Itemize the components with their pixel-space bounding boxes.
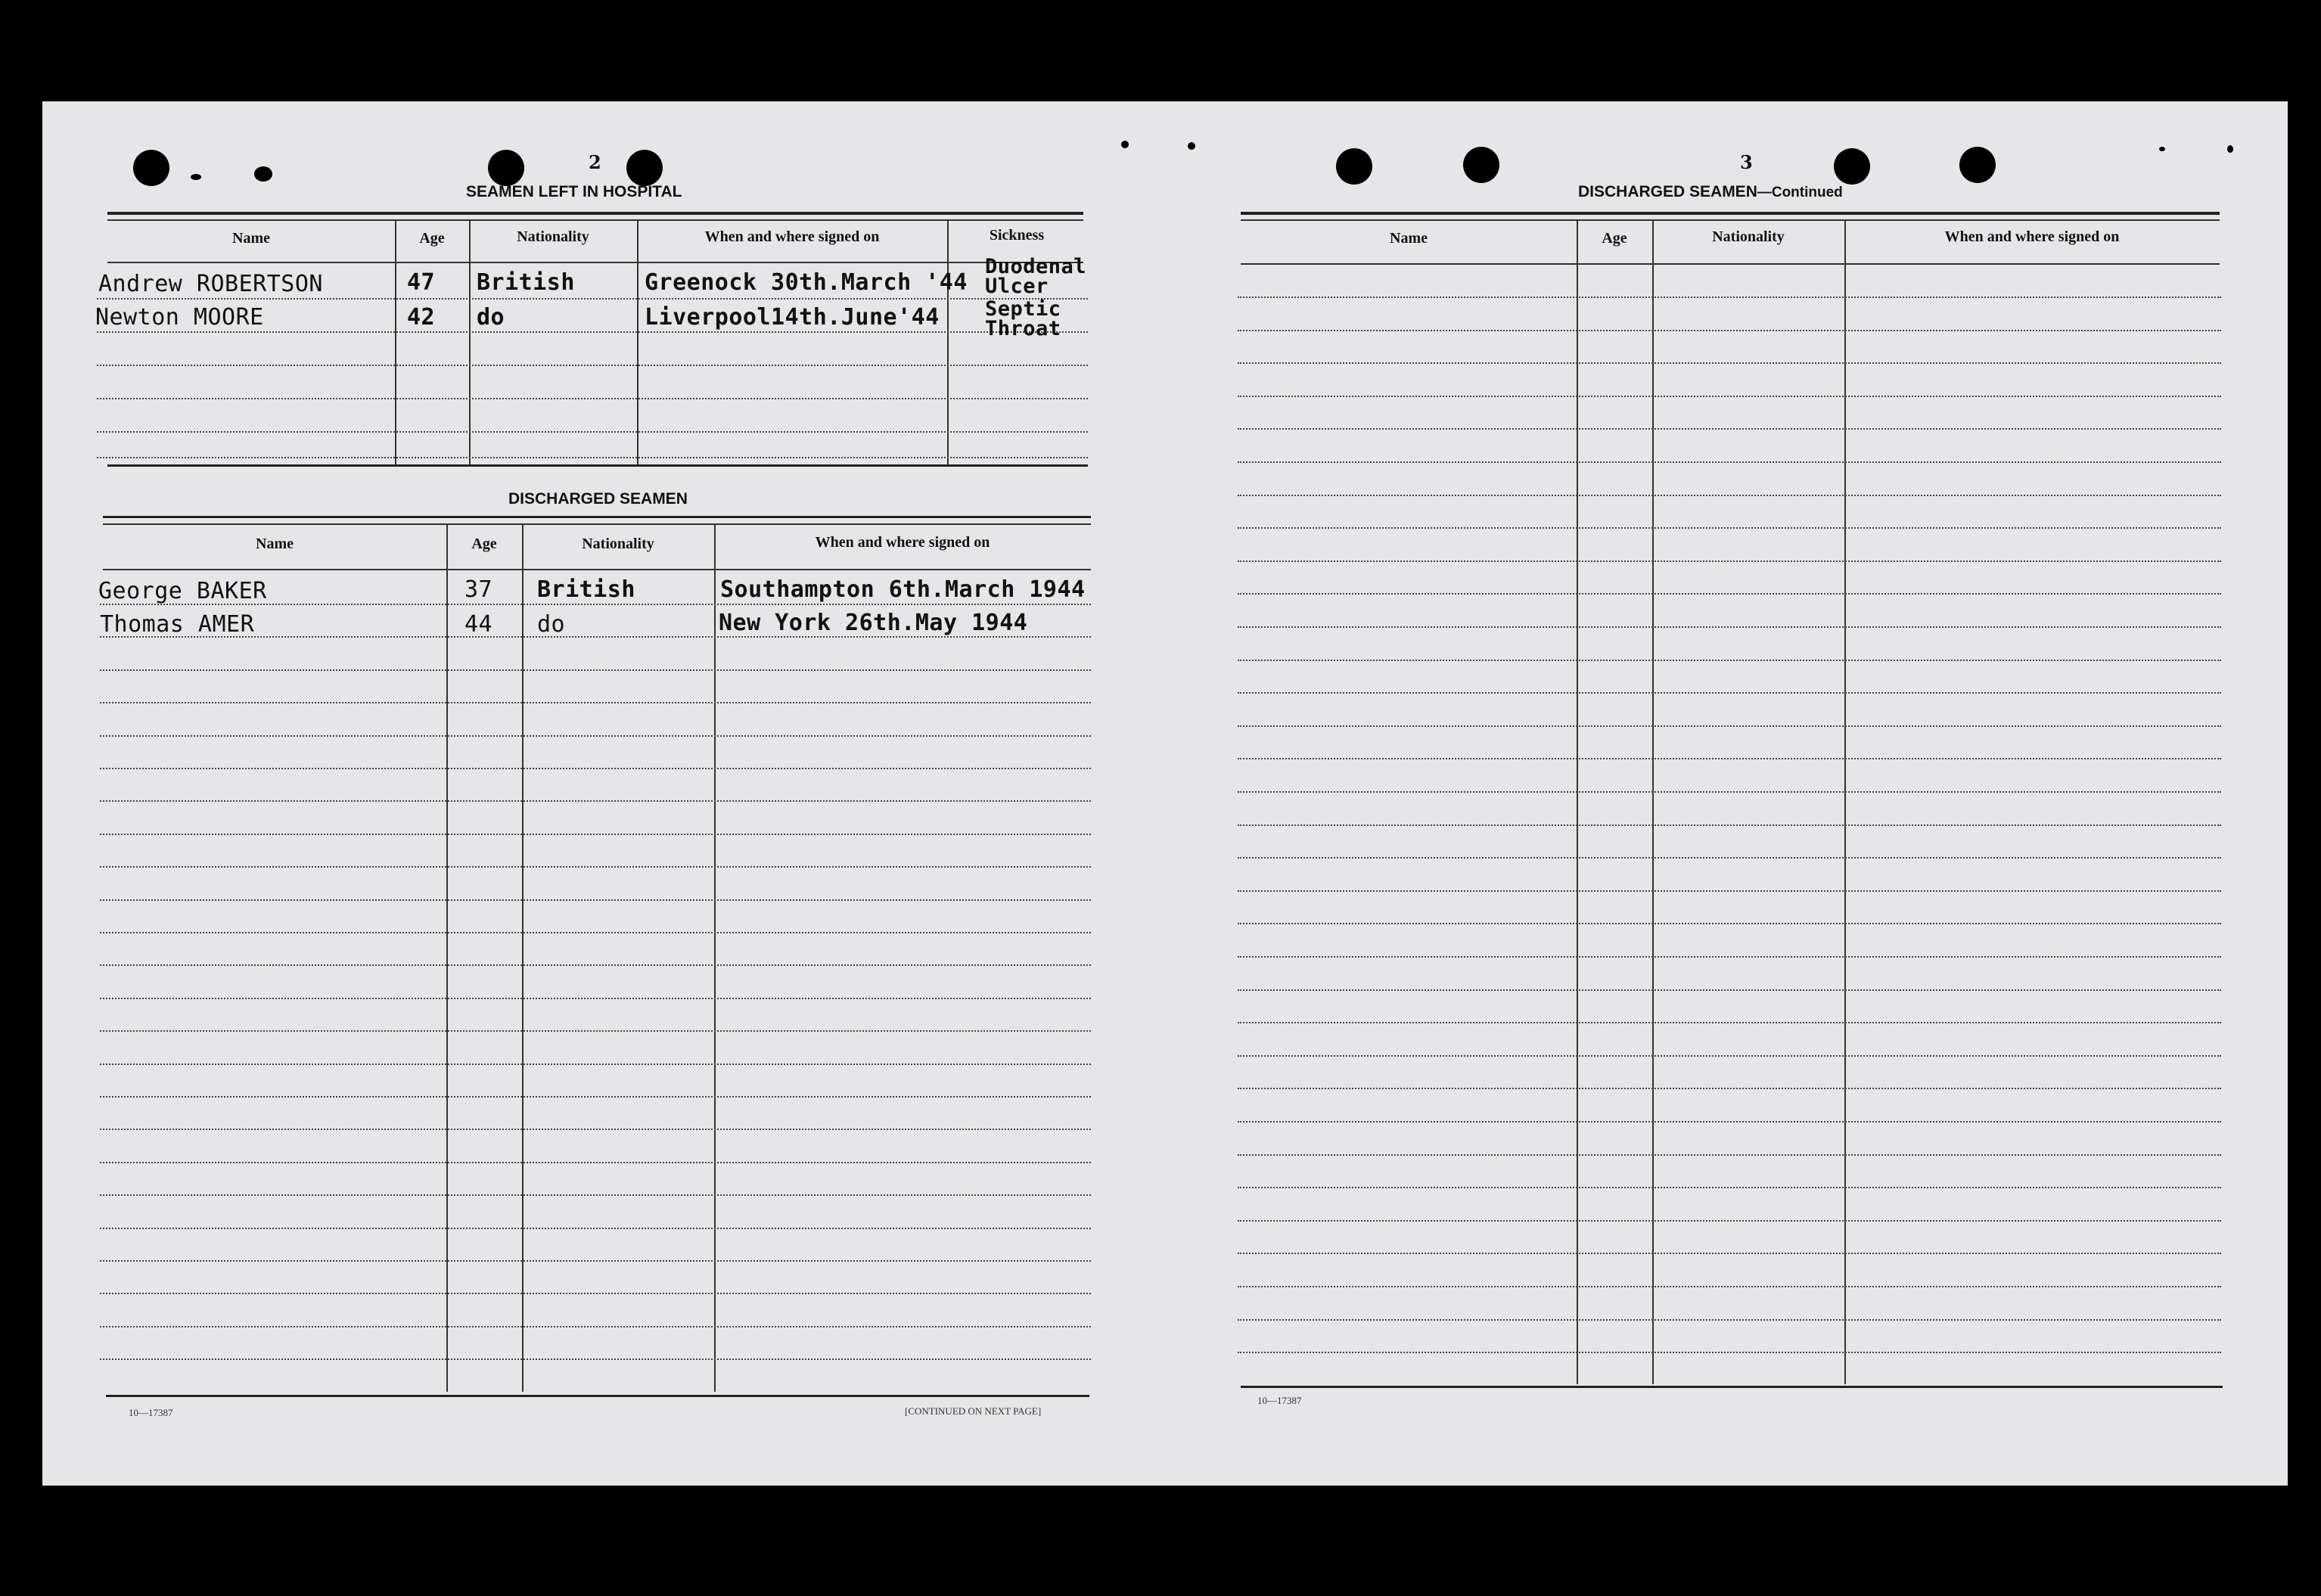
- ruled-line: [1238, 1319, 2221, 1321]
- ruled-line: [100, 1228, 1091, 1229]
- ruled-line: [1238, 1253, 2221, 1254]
- ruled-line: [1238, 1352, 2221, 1353]
- hospital-section-title: SEAMEN LEFT IN HOSPITAL: [466, 183, 682, 200]
- column-divider: [469, 219, 471, 466]
- table-row-age: 37: [465, 576, 493, 603]
- ruled-line: [97, 365, 1088, 366]
- ruled-line: [1238, 923, 2221, 924]
- ruled-line: [1238, 791, 2221, 793]
- ruled-line: [100, 669, 1091, 671]
- table-row-name: George BAKER: [98, 578, 267, 604]
- table-top-rule: [103, 516, 1091, 518]
- page-number: 3: [1740, 151, 1753, 173]
- binder-hole: [1959, 147, 1996, 183]
- ruled-line: [1238, 660, 2221, 661]
- ruled-line: [97, 431, 1088, 433]
- form-number: 10—17387: [1257, 1395, 1302, 1406]
- ruled-line: [1238, 362, 2221, 364]
- ink-speck: [1188, 142, 1195, 150]
- table-row-age: 47: [407, 269, 436, 296]
- continued-note: [CONTINUED ON NEXT PAGE]: [905, 1405, 1042, 1417]
- ruled-line: [1238, 1220, 2221, 1222]
- ruled-line: [100, 932, 1091, 933]
- discharged-continued-title: [1578, 183, 1843, 201]
- ruled-line: [1238, 428, 2221, 430]
- ruled-line: [1238, 824, 2221, 826]
- ruled-line: [1238, 297, 2221, 298]
- table-top-rule: [103, 523, 1091, 525]
- ink-speck: [2227, 145, 2233, 153]
- ink-speck: [191, 174, 201, 180]
- ruled-line: [1238, 989, 2221, 991]
- header-bottom-rule: [103, 569, 1091, 570]
- table-row-sickness: Septic Throat: [985, 297, 1061, 340]
- ruled-line: [1238, 461, 2221, 463]
- document-paper: [42, 101, 2288, 1486]
- table-top-rule: [1241, 219, 2220, 221]
- ruled-line: [1238, 758, 2221, 759]
- ruled-line: [1238, 1121, 2221, 1122]
- ruled-line: [100, 800, 1091, 802]
- ruled-line: [1238, 956, 2221, 958]
- table-row-age: 44: [465, 611, 493, 638]
- ruled-line: [100, 702, 1091, 703]
- ruled-line: [100, 866, 1091, 868]
- table-row-age: 42: [407, 304, 436, 331]
- ruled-line: [1238, 495, 2221, 496]
- col-header-name: Name: [1390, 230, 1428, 247]
- ruled-line: [97, 398, 1088, 399]
- page-number: 2: [589, 151, 601, 173]
- ruled-line: [100, 998, 1091, 999]
- ruled-line: [1238, 890, 2221, 892]
- ruled-line: [100, 1063, 1091, 1065]
- discharged-section-title: DISCHARGED SEAMEN: [508, 490, 688, 508]
- column-divider: [947, 219, 949, 466]
- ruled-line: [1238, 1286, 2221, 1287]
- col-header-age: Age: [471, 536, 497, 552]
- title-suffix: —Continued: [1757, 185, 1843, 200]
- col-header-nationality: Nationality: [1712, 228, 1785, 245]
- table-row-name: Thomas AMER: [100, 611, 255, 638]
- table-row-name: Newton MOORE: [95, 304, 264, 331]
- ink-speck: [254, 166, 272, 182]
- col-header-nationality: Nationality: [582, 536, 654, 552]
- ruled-line: [100, 1162, 1091, 1163]
- column-divider: [637, 219, 639, 466]
- ruled-line: [100, 1260, 1091, 1262]
- column-divider: [395, 219, 396, 466]
- ruled-line: [1238, 692, 2221, 694]
- header-bottom-rule: [1241, 263, 2220, 265]
- ruled-line: [1238, 560, 2221, 562]
- ruled-line: [97, 331, 1088, 333]
- ruled-line: [1238, 396, 2221, 397]
- column-divider: [1577, 219, 1578, 1384]
- binder-hole: [626, 150, 663, 186]
- ruled-line: [97, 457, 1088, 458]
- col-header-signed-on: When and where signed on: [704, 228, 880, 245]
- ruled-line: [1238, 1055, 2221, 1057]
- ruled-line: [1238, 1154, 2221, 1156]
- ruled-line: [100, 1358, 1091, 1360]
- col-header-signed-on: When and where signed on: [815, 534, 990, 551]
- ruled-line: [100, 834, 1091, 835]
- binder-hole: [1463, 147, 1499, 183]
- header-bottom-rule: [107, 262, 1083, 263]
- table-row-signed-on: Greenock 30th.March '44: [645, 269, 968, 296]
- ruled-line: [100, 1129, 1091, 1130]
- table-row-nationality: do: [537, 611, 566, 638]
- table-row-signed-on: New York 26th.May 1944: [719, 610, 1028, 636]
- ruled-line: [1238, 593, 2221, 595]
- table-row-sickness: Duodenal Ulcer: [985, 255, 1087, 298]
- ruled-line: [1238, 1022, 2221, 1023]
- col-header-name: Name: [256, 536, 294, 552]
- ruled-line: [100, 964, 1091, 966]
- column-divider: [1844, 219, 1846, 1384]
- ruled-line: [100, 1030, 1091, 1032]
- table-row-nationality: British: [477, 269, 575, 296]
- ruled-line: [97, 298, 1088, 300]
- ruled-line: [1238, 857, 2221, 859]
- ruled-line: [100, 1326, 1091, 1327]
- table-row-nationality: do: [477, 304, 505, 331]
- table-row-nationality: British: [537, 576, 635, 603]
- binder-hole: [1336, 148, 1372, 185]
- ink-speck: [2159, 147, 2165, 151]
- table-bottom-rule: [1241, 1386, 2223, 1388]
- table-bottom-rule: [106, 1395, 1089, 1397]
- table-top-rule: [107, 212, 1083, 215]
- ruled-line: [100, 1194, 1091, 1196]
- ruled-line: [1238, 527, 2221, 529]
- ruled-line: [1238, 330, 2221, 331]
- ruled-line: [100, 1096, 1091, 1098]
- ruled-line: [1238, 1187, 2221, 1188]
- table-top-rule: [1241, 212, 2220, 215]
- binder-hole: [488, 150, 524, 186]
- column-divider: [1652, 219, 1654, 1384]
- table-top-rule: [107, 219, 1083, 221]
- table-bottom-rule: [107, 464, 1088, 467]
- ruled-line: [100, 768, 1091, 769]
- ruled-line: [100, 899, 1091, 901]
- ruled-line: [1238, 626, 2221, 628]
- ruled-line: [100, 735, 1091, 737]
- title-text: DISCHARGED SEAMEN: [1578, 183, 1757, 200]
- col-header-age: Age: [419, 230, 445, 247]
- binder-hole: [1834, 148, 1870, 185]
- ink-speck: [1121, 141, 1129, 148]
- table-row-name: Andrew ROBERTSON: [98, 271, 323, 297]
- col-header-name: Name: [232, 230, 270, 247]
- binder-hole: [133, 150, 169, 186]
- ruled-line: [100, 1293, 1091, 1294]
- ruled-line: [1238, 725, 2221, 727]
- col-header-sickness: Sickness: [989, 227, 1045, 244]
- col-header-nationality: Nationality: [517, 228, 589, 245]
- table-row-signed-on: Liverpool14th.June'44: [645, 304, 940, 331]
- col-header-age: Age: [1602, 230, 1627, 247]
- table-row-signed-on: Southampton 6th.March 1944: [720, 576, 1086, 603]
- ruled-line: [1238, 1088, 2221, 1089]
- form-number: 10—17387: [129, 1407, 173, 1418]
- col-header-signed-on: When and where signed on: [1944, 228, 2120, 245]
